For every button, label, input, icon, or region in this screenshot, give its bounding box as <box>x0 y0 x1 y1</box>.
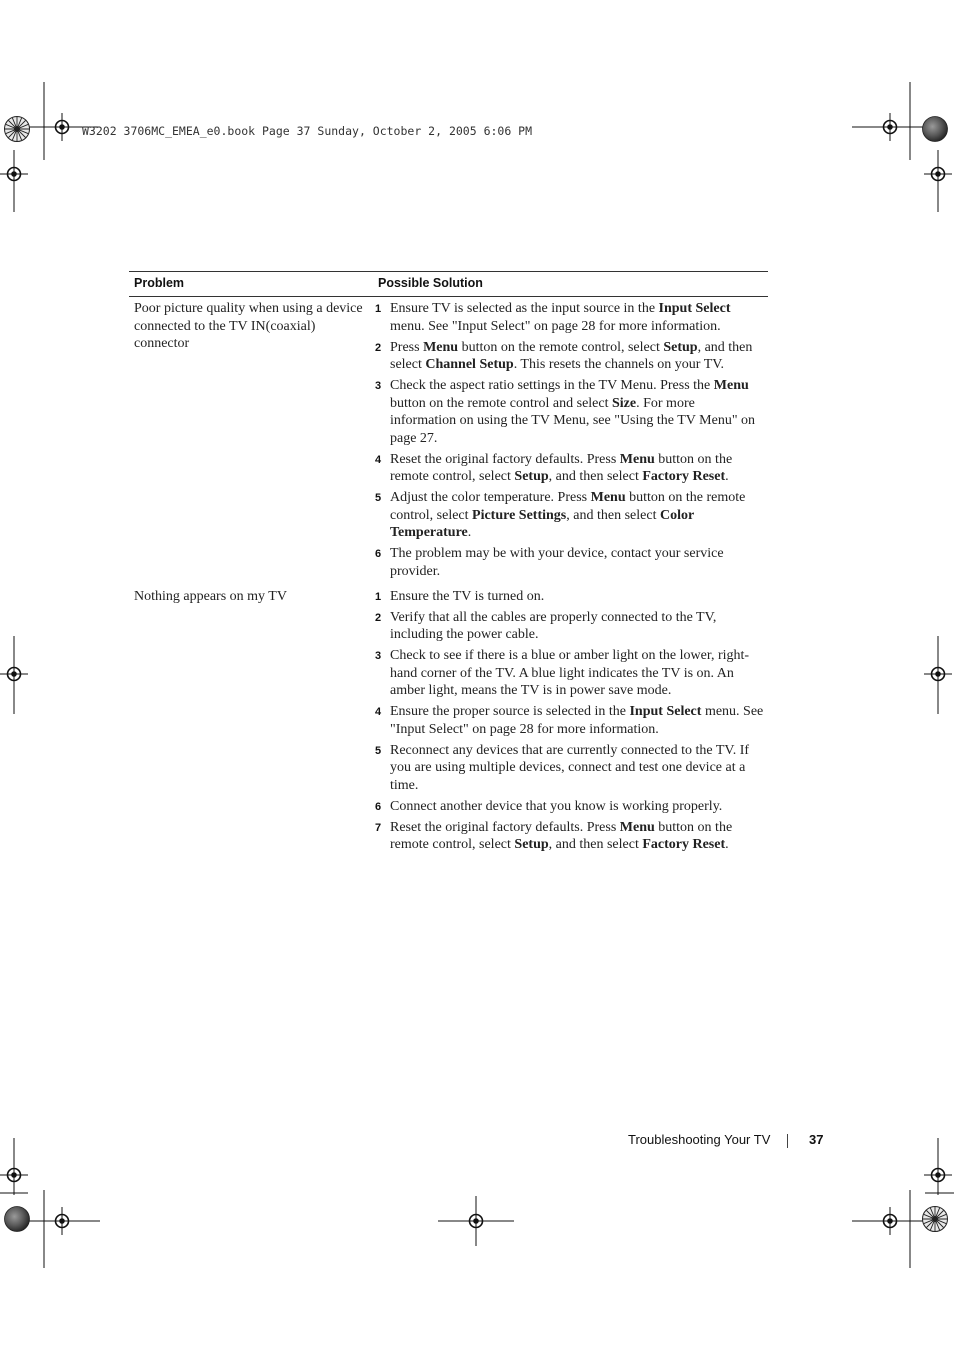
ui-term: Setup <box>514 469 549 484</box>
step-text: , and then select <box>548 469 643 484</box>
step-text: Verify that all the cables are properly connected to the TV, including the power cable. <box>390 609 717 642</box>
column-header-problem: Problem <box>129 272 373 297</box>
step-text: , and then select <box>566 507 660 523</box>
step-number: 7 <box>375 821 382 834</box>
step-text: button on the remote control, select <box>390 451 733 484</box>
step-number: 3 <box>375 380 382 392</box>
ui-term: Setup <box>663 339 698 355</box>
footer-divider <box>787 1134 788 1148</box>
list-item <box>375 489 764 542</box>
step-number: 6 <box>375 800 382 813</box>
step-number: 4 <box>375 453 382 466</box>
list-item <box>375 545 764 580</box>
table-row <box>129 297 768 584</box>
step-text: Ensure the proper source is selected in the <box>390 704 630 719</box>
ui-term: Menu <box>423 339 459 355</box>
list-item <box>375 819 764 854</box>
solution-cell <box>373 297 768 584</box>
step-number: 1 <box>375 590 382 603</box>
step-text: button on the remote control, select <box>458 339 664 355</box>
step-text: button on the remote control and select <box>390 395 612 411</box>
list-item <box>375 300 764 335</box>
list-item <box>375 703 764 738</box>
step-number: 4 <box>375 706 382 718</box>
solution-steps <box>375 588 764 854</box>
page-number: 37 <box>809 1132 824 1147</box>
list-item <box>375 588 764 606</box>
step-text: Reconnect any devices that are currently connected to the TV. If you are using multiple devices, connect and test one device at a time. <box>390 742 750 793</box>
ui-term: Menu <box>619 451 655 467</box>
step-text: Press <box>390 339 424 355</box>
ui-term: Color Temperature <box>390 507 694 540</box>
ui-term: Channel Setup <box>425 357 514 372</box>
step-text: . This resets the channels on your TV. <box>513 357 725 372</box>
list-item <box>375 742 764 795</box>
step-number: 2 <box>375 611 382 624</box>
step-text: . <box>725 469 729 484</box>
ui-term: Picture Settings <box>472 507 567 523</box>
column-header-solution: Possible Solution <box>373 272 768 297</box>
troubleshooting-table <box>129 271 768 857</box>
step-text: , and then select <box>390 339 753 372</box>
step-text: menu. See "Input Select" on page 28 for more information. <box>390 704 764 737</box>
step-text: Check to see if there is a blue or amber light on the lower, right-hand corner of the TV. A blue light indicates the TV is on. An amber light, means the TV is in power save mode. <box>390 648 750 698</box>
step-text: Adjust the color temperature. Press <box>390 490 591 505</box>
ui-term: Size <box>612 395 637 411</box>
step-text: . <box>725 837 729 852</box>
step-number: 5 <box>375 492 382 504</box>
step-text: button on the remote control, select <box>390 490 746 523</box>
ui-term: Setup <box>514 837 549 852</box>
ui-term: Input Select <box>629 704 702 719</box>
ui-term: Input Select <box>658 301 731 316</box>
step-number: 6 <box>375 548 382 560</box>
solution-steps <box>375 300 764 580</box>
list-item <box>375 609 764 644</box>
print-file-info: W3202 3706MC_EMEA_e0.book Page 37 Sunday, October 2, 2005 6:06 PM <box>82 124 533 138</box>
step-text: Ensure the TV is turned on. <box>390 588 545 604</box>
page-footer <box>628 1132 824 1150</box>
step-text: Reset the original factory defaults. Press <box>390 451 620 467</box>
list-item <box>375 377 764 447</box>
problem-cell: Poor picture quality when using a device connected to the TV IN(coaxial) connector <box>134 301 363 351</box>
step-number: 5 <box>375 744 382 757</box>
step-text: . For more information on using the TV Menu, see "Using the TV Menu" on page 27. <box>390 395 756 446</box>
list-item <box>375 647 764 700</box>
step-number: 2 <box>375 341 382 354</box>
step-text: Ensure TV is selected as the input source in the <box>390 301 659 316</box>
ui-term: Menu <box>590 490 626 505</box>
list-item <box>375 798 764 816</box>
step-number: 1 <box>375 303 382 315</box>
problem-cell: Nothing appears on my TV <box>134 588 287 604</box>
step-text: , and then select <box>548 837 643 852</box>
list-item <box>375 339 764 374</box>
ui-term: Factory Reset <box>642 837 726 852</box>
footer-section-title: Troubleshooting Your TV <box>628 1132 771 1147</box>
table-row <box>129 584 768 858</box>
step-number: 3 <box>375 650 382 662</box>
ui-term: Menu <box>713 378 749 393</box>
step-text: Connect another device that you know is working properly. <box>390 798 723 814</box>
list-item <box>375 451 764 486</box>
ui-term: Factory Reset <box>642 469 726 484</box>
step-text: The problem may be with your device, contact your service provider. <box>390 546 724 579</box>
ui-term: Menu <box>619 819 655 835</box>
solution-cell <box>373 584 768 858</box>
step-text: Reset the original factory defaults. Press <box>390 819 620 835</box>
step-text: menu. See "Input Select" on page 28 for more information. <box>390 318 721 334</box>
step-text: . <box>467 525 472 540</box>
step-text: button on the remote control, select <box>390 819 733 852</box>
step-text: Check the aspect ratio settings in the TV Menu. Press the <box>390 378 714 393</box>
table-header-row <box>129 272 768 297</box>
